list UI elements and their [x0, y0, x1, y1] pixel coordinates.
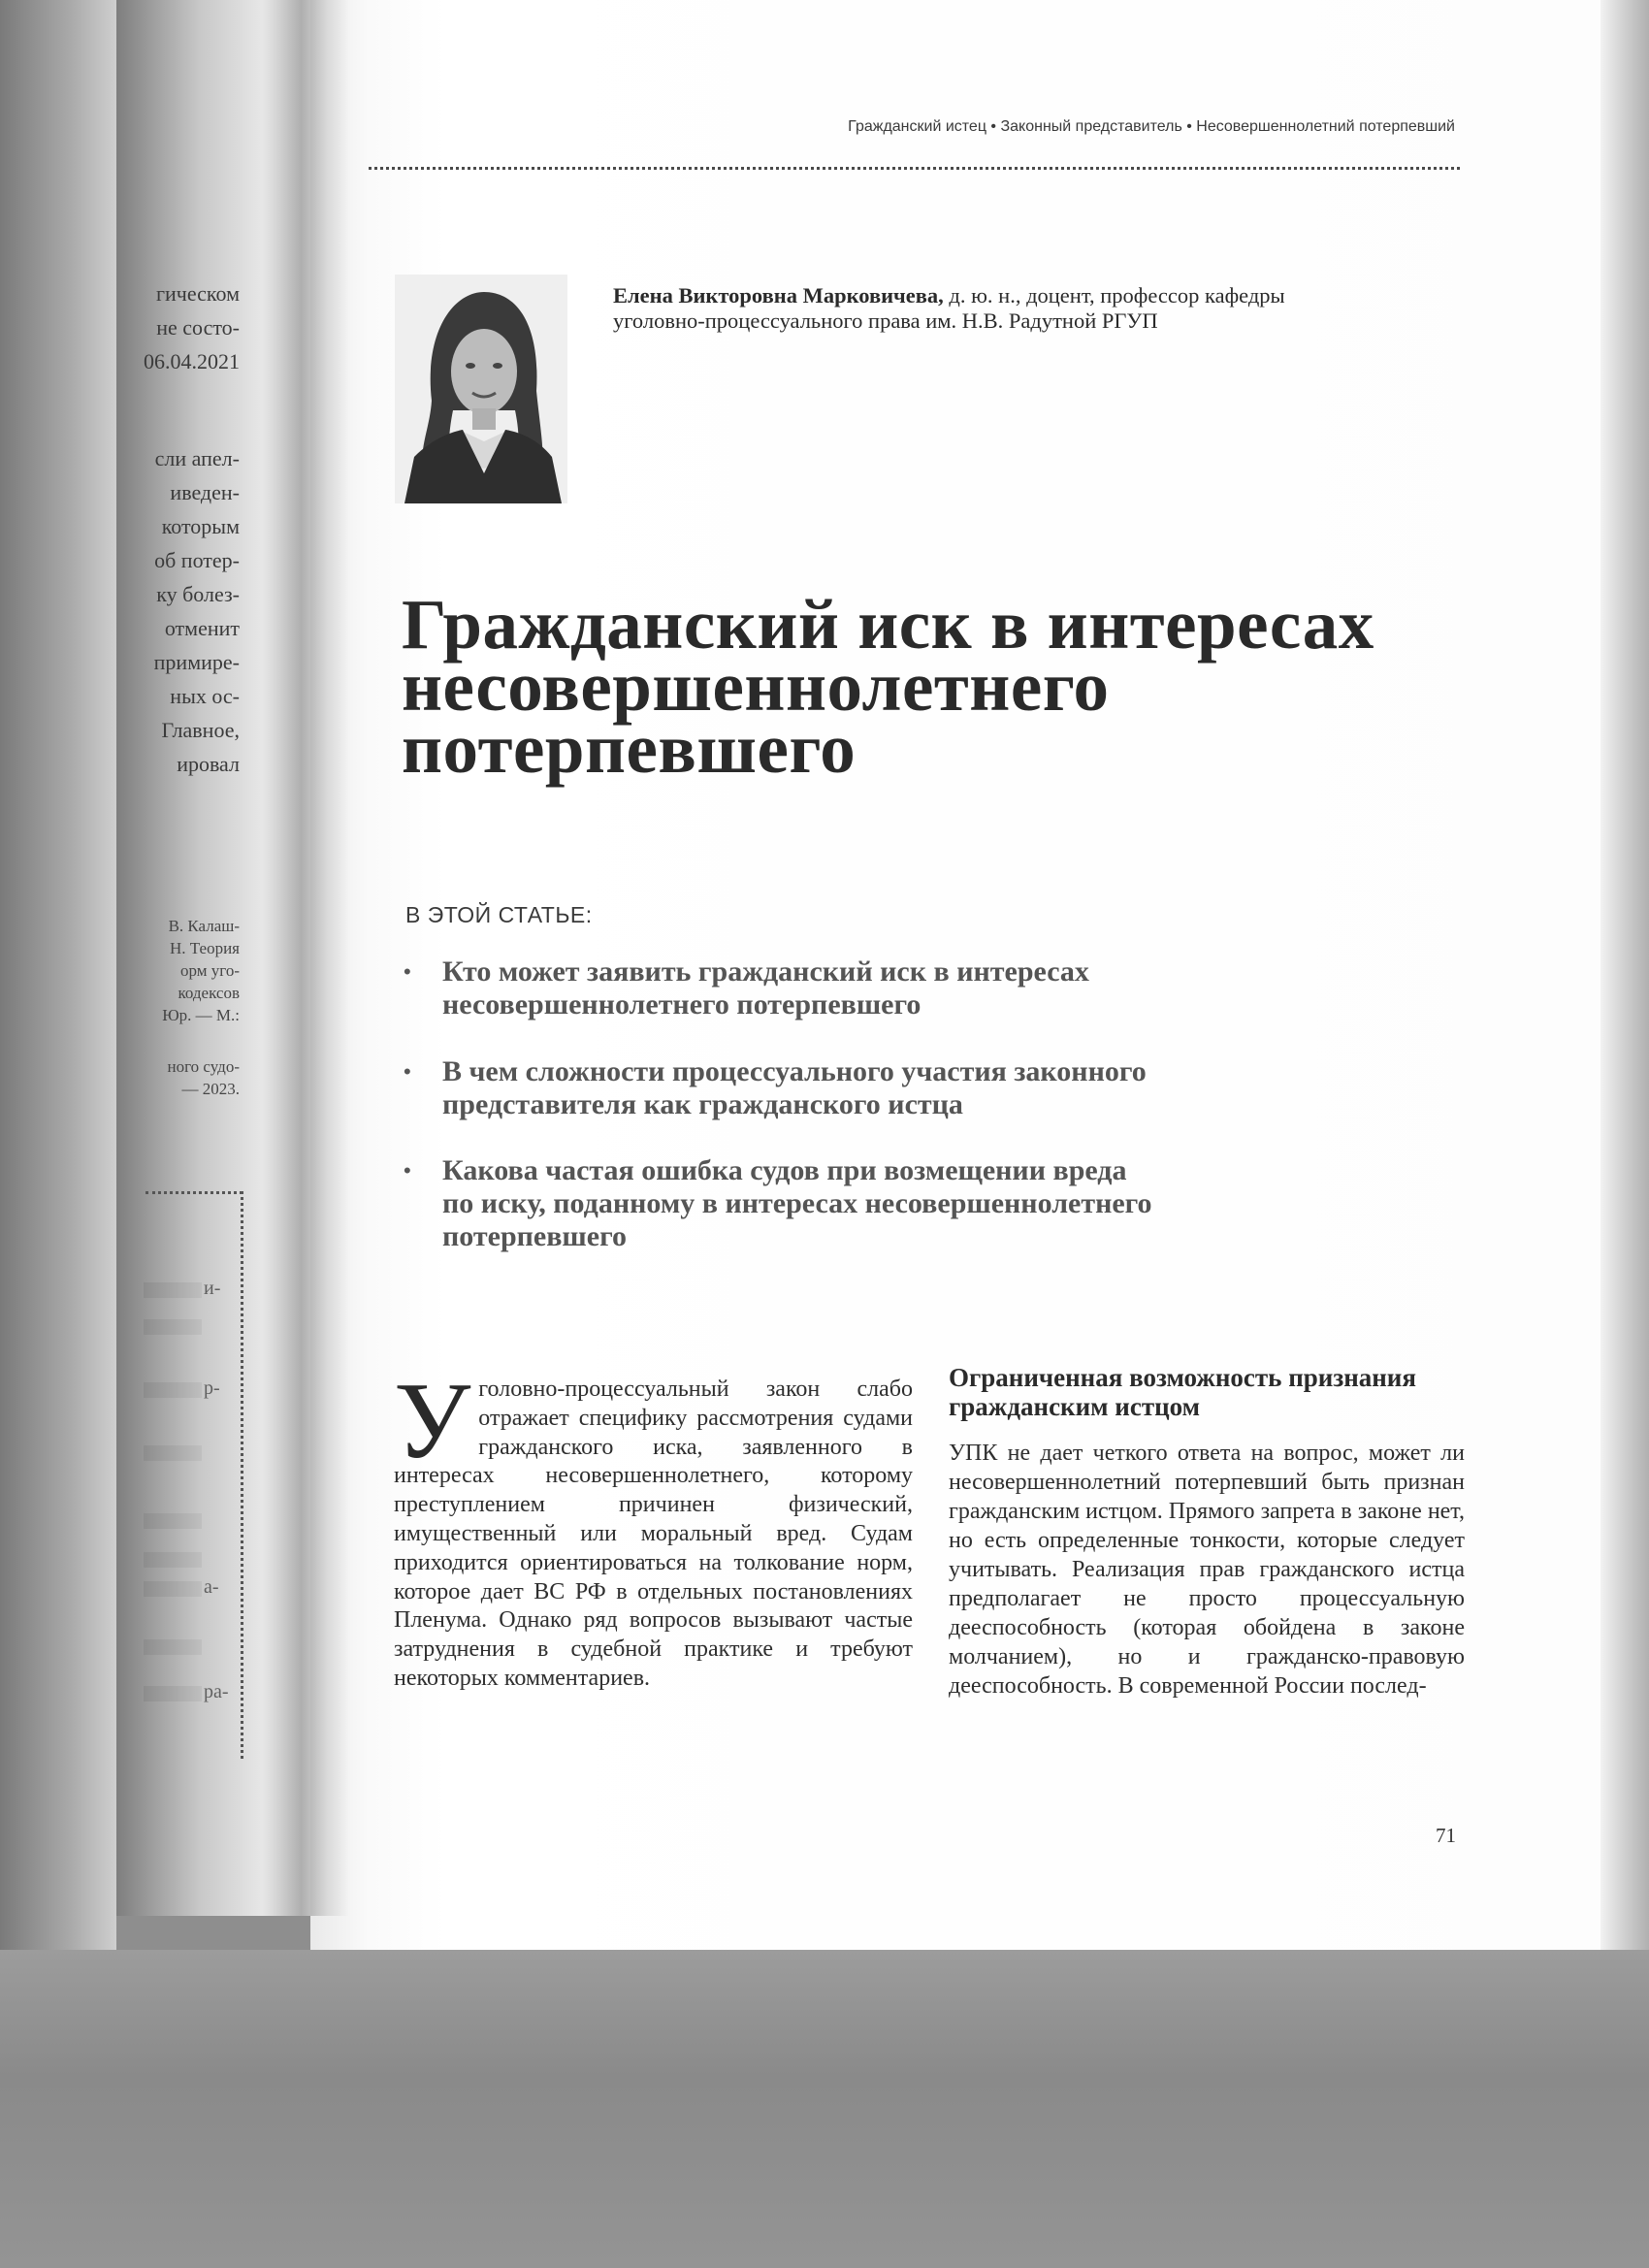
author-affiliation: уголовно-процессуального права им. Н.В. Радутной РГУП	[613, 308, 1158, 333]
prev-page-line: не состо-	[156, 315, 240, 340]
prev-page-footnote-line: орм уго-	[180, 961, 240, 980]
author-name: Елена Викторовна Марковичева,	[613, 283, 944, 308]
bullet-dot-icon: •	[404, 959, 411, 984]
scanner-background-bottom	[0, 1950, 1649, 2268]
page-edge-right	[1600, 0, 1649, 1950]
prev-page-dotted-rule	[146, 1191, 242, 1194]
prev-page-footnote-line: ного судо-	[167, 1057, 240, 1076]
book-spine-shadow	[262, 0, 349, 1916]
author-photo	[395, 275, 567, 503]
prev-page-footnote-line: В. Калаш-	[168, 917, 240, 935]
title-line: несовершеннолетнего	[402, 647, 1110, 726]
section-heading: Ограниченная возможность признания гражданским истцом	[949, 1363, 1416, 1421]
prev-page-line: сли апел-	[154, 446, 240, 470]
prev-page-line: Главное,	[161, 718, 240, 742]
author-credentials: д. ю. н., доцент, профессор кафедры	[943, 283, 1285, 308]
prev-page-footnote-line: кодексов	[178, 984, 240, 1002]
title-line: потерпевшего	[402, 709, 857, 788]
running-header: Гражданский истец • Законный представитель • Несовершеннолетний потерпевший	[848, 118, 1455, 135]
prev-page-line: которым	[161, 514, 240, 538]
in-this-article-label: В ЭТОЙ СТАТЬЕ:	[405, 902, 593, 927]
bullet-dot-icon: •	[404, 1158, 411, 1183]
prev-page-footnote-line: Н. Теория	[170, 939, 240, 957]
prev-page-footnote-line: Юр. — М.:	[162, 1006, 240, 1024]
body-column-right: УПК не дает четкого ответа на вопрос, может ли несовершеннолетний потерпевший быть признан гражданским истцом. Прямого запрета в законе нет, но есть определенные тонкости, которые следует учитывать. Реализация прав гражданского истца предполагает не просто процессуальную дееспособность (которая обойдена в законе молчанием), но и гражданско-правовую дееспособность. В современной России послед-	[949, 1441, 1465, 1699]
page-number: 71	[1436, 1824, 1456, 1847]
prev-page-line: ных ос-	[170, 684, 240, 708]
prev-page-line: примире-	[153, 650, 240, 674]
prev-page-line: ировал	[177, 752, 240, 776]
body-text-left: головно-процессуальный закон слабо отражает специфику рассмотрения судами гражданского иска, заявленного в интересах несовершеннолетнего, которому преступлением причинен физический, имущественный или моральный вред. Судам приходится ориентироваться на толкование норм, которое дает ВС РФ в отдельных постановлениях Пленума. Однако ряд вопросов вызывают частые затруднения в судебной практике и требуют некоторых комментариев.	[394, 1377, 913, 1691]
body-column-left	[394, 1361, 913, 1694]
bullet-text: В чем сложности процессуального участия законного представителя как гражданского истца	[442, 1055, 1147, 1120]
header-dotted-rule	[369, 167, 1460, 170]
prev-page-margin-mark	[144, 1639, 202, 1655]
prev-page-margin-mark: р-	[144, 1382, 202, 1398]
prev-page-margin-mark	[144, 1513, 202, 1529]
prev-page-footnote-line: — 2023.	[181, 1080, 240, 1098]
author-name-line	[613, 283, 1467, 308]
prev-page-line: 06.04.2021	[144, 349, 240, 373]
prev-page-margin-mark	[144, 1552, 202, 1568]
prev-page-dotted-rule	[241, 1191, 243, 1759]
prev-page-line: гическом	[155, 281, 240, 306]
prev-page-margin-mark	[144, 1445, 202, 1461]
title-line: Гражданский иск в интересах	[402, 585, 1374, 664]
prev-page-line: отменит	[164, 616, 240, 640]
prev-page-line: об потер-	[154, 548, 240, 572]
prev-page-line: ку болез-	[156, 582, 240, 606]
article-title	[402, 585, 1498, 788]
bullet-text: Какова частая ошибка судов при возмещении вреда по иску, поданному в интересах несовершеннолетнего потерпевшего	[442, 1154, 1152, 1252]
prev-page-margin-mark	[144, 1319, 202, 1335]
scanner-background-left	[0, 0, 116, 2268]
bullet-dot-icon: •	[404, 1059, 411, 1084]
prev-page-line: иведен-	[170, 480, 240, 504]
bullet-text: Кто может заявить гражданский иск в интересах несовершеннолетнего потерпевшего	[442, 956, 1089, 1021]
drop-cap: У	[394, 1361, 471, 1481]
prev-page-margin-mark: а-	[144, 1581, 202, 1597]
prev-page-margin-mark: и-	[144, 1282, 202, 1298]
prev-page-margin-mark: ра-	[144, 1686, 202, 1701]
